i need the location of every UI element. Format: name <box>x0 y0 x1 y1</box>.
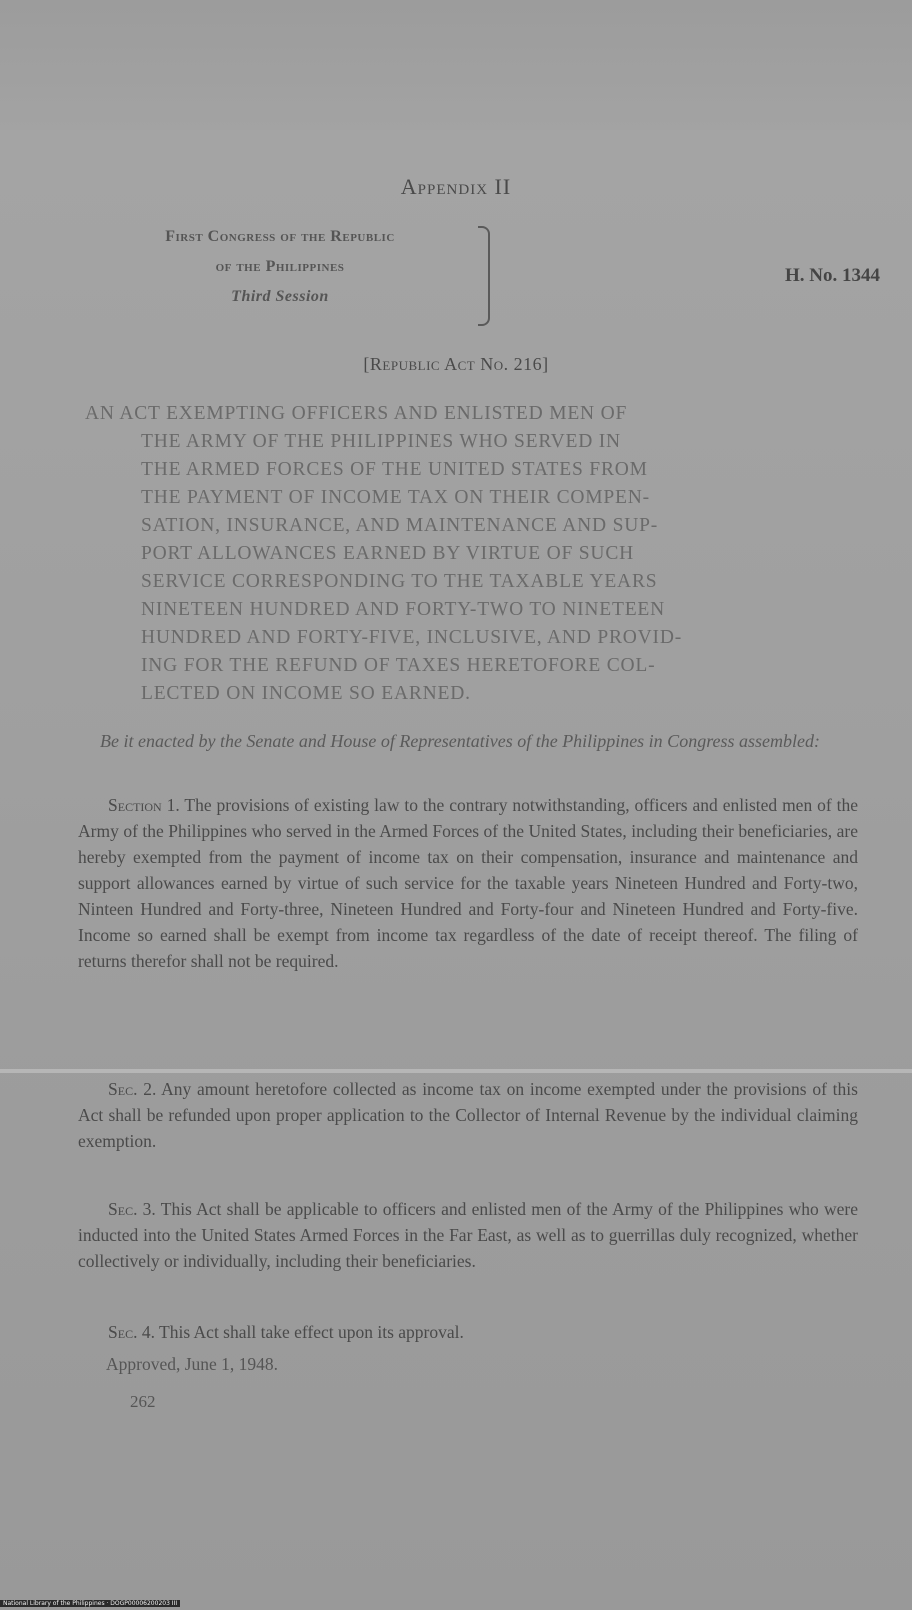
session-label: Third Session <box>231 288 329 305</box>
bill-number: H. No. 1344 <box>785 265 880 286</box>
page-number: 262 <box>130 1392 156 1411</box>
title-line: PORT ALLOWANCES EARNED BY VIRTUE OF SUCH <box>141 543 635 564</box>
brace-divider <box>478 226 490 326</box>
section-1-label: Section 1. <box>108 795 180 815</box>
enacting-clause: Be it enacted by the Senate and House of Representatives of the Philippines in Congress assembled: <box>100 731 821 751</box>
title-line: NINETEEN HUNDRED AND FORTY-TWO TO NINETEEN <box>141 599 666 620</box>
section-1-text: The provisions of existing law to the contrary notwithstanding, officers and enlisted men of the Army of the Philippines who served in the Armed Forces of the United States, including their beneficiaries, are hereby exempted from the payment of income tax on their compensation, insurance and maintenance and support allowances earned by virtue of such service for the taxable years Nineteen Hundred and Forty-two, Ninteen Hundred and Forty-three, Nineteen Hundred and Forty-four and Nineteen Hundred and Forty-five. Income so earned shall be exempt from income tax regardless of the date of receipt thereof. The filing of returns therefor shall not be required. <box>78 795 858 971</box>
fold-line <box>0 1069 912 1073</box>
section-4 <box>78 1319 858 1345</box>
appendix-heading: Appendix II <box>400 174 512 199</box>
title-line: THE PAYMENT OF INCOME TAX ON THEIR COMPEN- <box>141 487 650 508</box>
approval-date: Approved, June 1, 1948. <box>106 1354 279 1374</box>
section-2-label: Sec. 2. <box>108 1079 157 1099</box>
section-3-text: This Act shall be applicable to officers and enlisted men of the Army of the Philippines who were inducted into the United States Armed Forces in the Far East, as well as to guerrillas duly recognized, whether collectively or individually, including their beneficiaries. <box>78 1199 858 1271</box>
act-title <box>85 400 865 708</box>
title-line: LECTED ON INCOME SO EARNED. <box>141 683 471 704</box>
title-line: THE ARMY OF THE PHILIPPINES WHO SERVED IN <box>141 431 621 452</box>
section-1 <box>78 792 858 974</box>
section-4-text: This Act shall take effect upon its approval. <box>159 1322 464 1342</box>
congress-block <box>80 222 480 312</box>
scan-footer-caption: National Library of the Philippines · DOGP00006200203 III <box>0 1600 180 1607</box>
title-line: ING FOR THE REFUND OF TAXES HERETOFORE COL- <box>141 655 656 676</box>
section-4-label: Sec. 4. <box>108 1322 155 1342</box>
congress-line-2: of the Philippines <box>215 258 345 275</box>
section-2-text: Any amount heretofore collected as income tax on income exempted under the provisions of this Act shall be refunded upon proper application to the Collector of Internal Revenue by the individual claiming exemption. <box>78 1079 858 1151</box>
top-scan-margin <box>0 0 912 130</box>
republic-act-number: [Republic Act No. 216] <box>363 354 549 374</box>
title-line: SERVICE CORRESPONDING TO THE TAXABLE YEARS <box>141 571 658 592</box>
title-line: THE ARMED FORCES OF THE UNITED STATES FROM <box>141 459 648 480</box>
section-3 <box>78 1196 858 1274</box>
congress-line-1: First Congress of the Republic <box>165 228 395 245</box>
section-2 <box>78 1076 858 1154</box>
section-3-label: Sec. 3. <box>108 1199 156 1219</box>
title-line: SATION, INSURANCE, AND MAINTENANCE AND SUP- <box>141 515 659 536</box>
title-line: AN ACT EXEMPTING OFFICERS AND ENLISTED MEN OF <box>85 403 628 424</box>
title-line: HUNDRED AND FORTY-FIVE, INCLUSIVE, AND PROVID- <box>141 627 683 648</box>
